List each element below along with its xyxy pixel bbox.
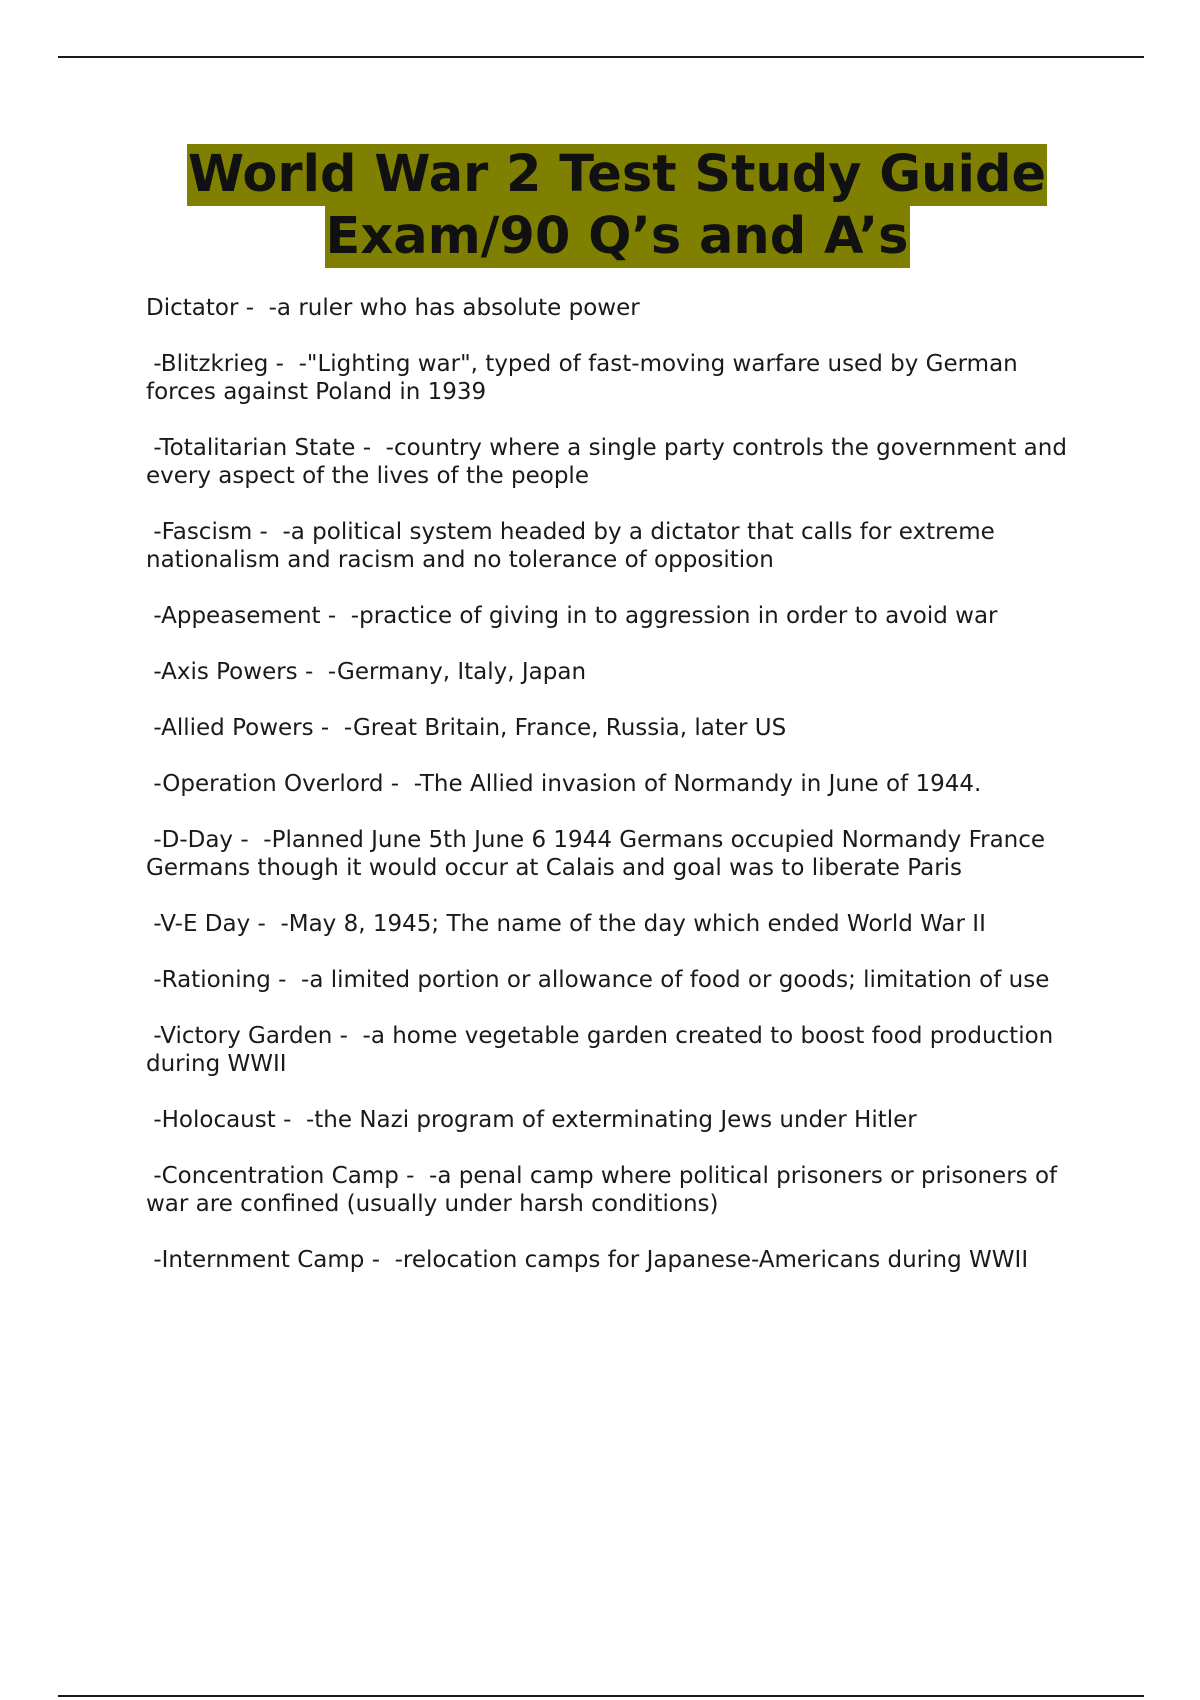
entry-fascism: -Fascism - -a political system headed by a dictator that calls for extreme nationalism and racism and no tolerance of opposition <box>146 519 1003 573</box>
entry-concentration-camp: -Concentration Camp - -a penal camp where political prisoners or prisoners of war are confined (usually under harsh conditions) <box>146 1163 1065 1217</box>
entry-rationing: -Rationing - -a limited portion or allowance of food or goods; limitation of use <box>146 967 1050 993</box>
title-line-1: World War 2 Test Study Guide <box>187 145 1047 204</box>
title-line-2: Exam/90 Q’s and A’s <box>325 207 909 266</box>
bottom-rule <box>58 1695 1144 1697</box>
entry-internment-camp: -Internment Camp - -relocation camps for Japanese-Americans during WWII <box>146 1247 1029 1273</box>
top-rule <box>58 56 1144 58</box>
entry-dictator: Dictator - -a ruler who has absolute power <box>146 295 640 321</box>
entry-allied-powers: -Allied Powers - -Great Britain, France, Russia, later US <box>146 715 787 741</box>
entry-victory-garden: -Victory Garden - -a home vegetable garden created to boost food production during WWII <box>146 1023 1061 1077</box>
document-title <box>0 144 1200 268</box>
entry-totalitarian-state: -Totalitarian State - -country where a single party controls the government and every aspect of the lives of the people <box>146 435 1075 489</box>
entry-v-e-day: -V-E Day - -May 8, 1945; The name of the day which ended World War II <box>146 911 986 937</box>
entry-operation-overlord: -Operation Overlord - -The Allied invasion of Normandy in June of 1944. <box>146 771 982 797</box>
entry-axis-powers: -Axis Powers - -Germany, Italy, Japan <box>146 659 587 685</box>
entry-appeasement: -Appeasement - -practice of giving in to aggression in order to avoid war <box>146 603 998 629</box>
entry-blitzkrieg: -Blitzkrieg - -"Lighting war", typed of fast-moving warfare used by German forces against Poland in 1939 <box>146 351 1026 405</box>
entry-d-day: -D-Day - -Planned June 5th June 6 1944 Germans occupied Normandy France Germans though it would occur at Calais and goal was to liberate Paris <box>146 827 1053 881</box>
study-guide-entries <box>146 294 1086 1302</box>
entry-holocaust: -Holocaust - -the Nazi program of exterminating Jews under Hitler <box>146 1107 917 1133</box>
